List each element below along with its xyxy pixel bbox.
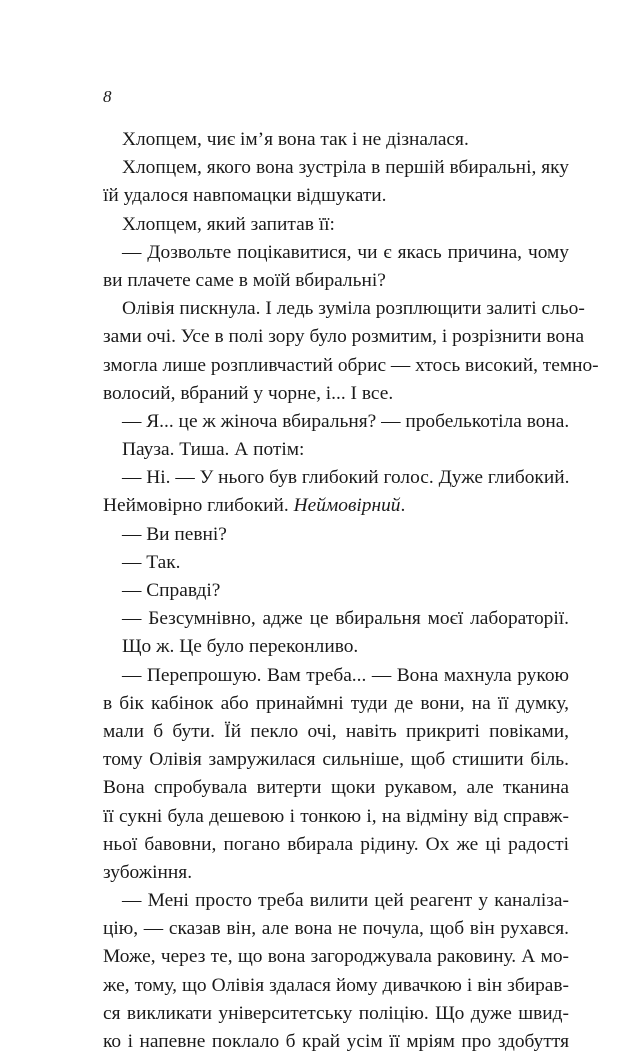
text-line: — Справді?	[122, 580, 221, 601]
text-line: — Безсумнівно, адже це вбиральня моєї лабораторії.	[122, 608, 569, 630]
text-line: зубожіння.	[103, 861, 193, 883]
text-line	[103, 492, 569, 520]
text-line: тому Олівія замружилася сильніше, щоб стишити біль.	[103, 749, 569, 771]
text-line: мали б бути. Їй пекло очі, навіть прикриті повіками,	[103, 720, 569, 742]
text-line: Хлопцем, який запитав її:	[122, 213, 335, 235]
text-line: волосий, вбраний у чорне, і... І все.	[103, 382, 394, 404]
text-line: змогла лише розпливчастий обрис — хтось високий, темно-	[103, 354, 599, 376]
page-text	[103, 126, 599, 1056]
text-line: Може, через те, що вона загороджувала раковину. А мо-	[103, 946, 569, 968]
emphasis-word: Неймовірний	[293, 495, 401, 517]
text-line: — Я... це ж жіноча вбиральня? — пробелькотіла вона.	[122, 410, 570, 432]
text-line: — Мені просто треба вилити цей реагент у каналіза-	[122, 890, 569, 912]
text-line: цію, — сказав він, але вона не почула, щоб він рухався.	[103, 918, 569, 940]
text-line-plain: Неймовірно глибокий.	[103, 495, 294, 517]
text-line: ньої бавовни, погано вбирала рідину. Ох же ці радості	[103, 833, 569, 855]
text-line: Хлопцем, якого вона зустріла в першій вбиральні, яку	[122, 157, 569, 179]
text-line: ви плачете саме в моїй вбиральні?	[103, 269, 386, 291]
text-line: Олівія пискнула. І ледь зуміла розплющити залиті сльо-	[122, 298, 585, 320]
text-line: їй удалося навпомацки відшукати.	[103, 185, 387, 207]
text-line: — Так.	[122, 551, 181, 573]
text-line-tail: .	[400, 495, 406, 517]
text-line: — Дозвольте поцікавитися, чи є якась причина, чому	[122, 241, 569, 263]
text-line: Що ж. Це було переконливо.	[122, 636, 359, 658]
text-line: ся викликати університетську поліцію. Що дуже швид-	[103, 1002, 569, 1024]
text-line: ко і напевне поклало б край усім її мріям про здобуття	[103, 1031, 569, 1052]
text-line: — Ні. — У нього був глибокий голос. Дуже глибокий.	[122, 467, 570, 489]
text-line: — Перепрошую. Вам треба... — Вона махнула рукою	[122, 664, 569, 686]
text-line: Вона спробувала витерти щоки рукавом, але тканина	[103, 777, 569, 799]
text-line: же, тому, що Олівія здалася йому дивачкою і він збирав-	[103, 974, 569, 996]
text-line: її сукні була дешевою і тонкою і, на відміну від справж-	[103, 805, 569, 827]
text-line: — Ви певні?	[122, 523, 227, 545]
text-line: Хлопцем, чиє ім’я вона так і не дізналася.	[122, 129, 469, 150]
text-line: Пауза. Тиша. А потім:	[122, 439, 305, 461]
text-line: зами очі. Усе в полі зору було розмитим, і розрізнити вона	[103, 326, 585, 348]
text-line: в бік кабінок або принаймні туди де вони, на її думку,	[103, 692, 569, 714]
page-number: 8	[103, 87, 112, 106]
